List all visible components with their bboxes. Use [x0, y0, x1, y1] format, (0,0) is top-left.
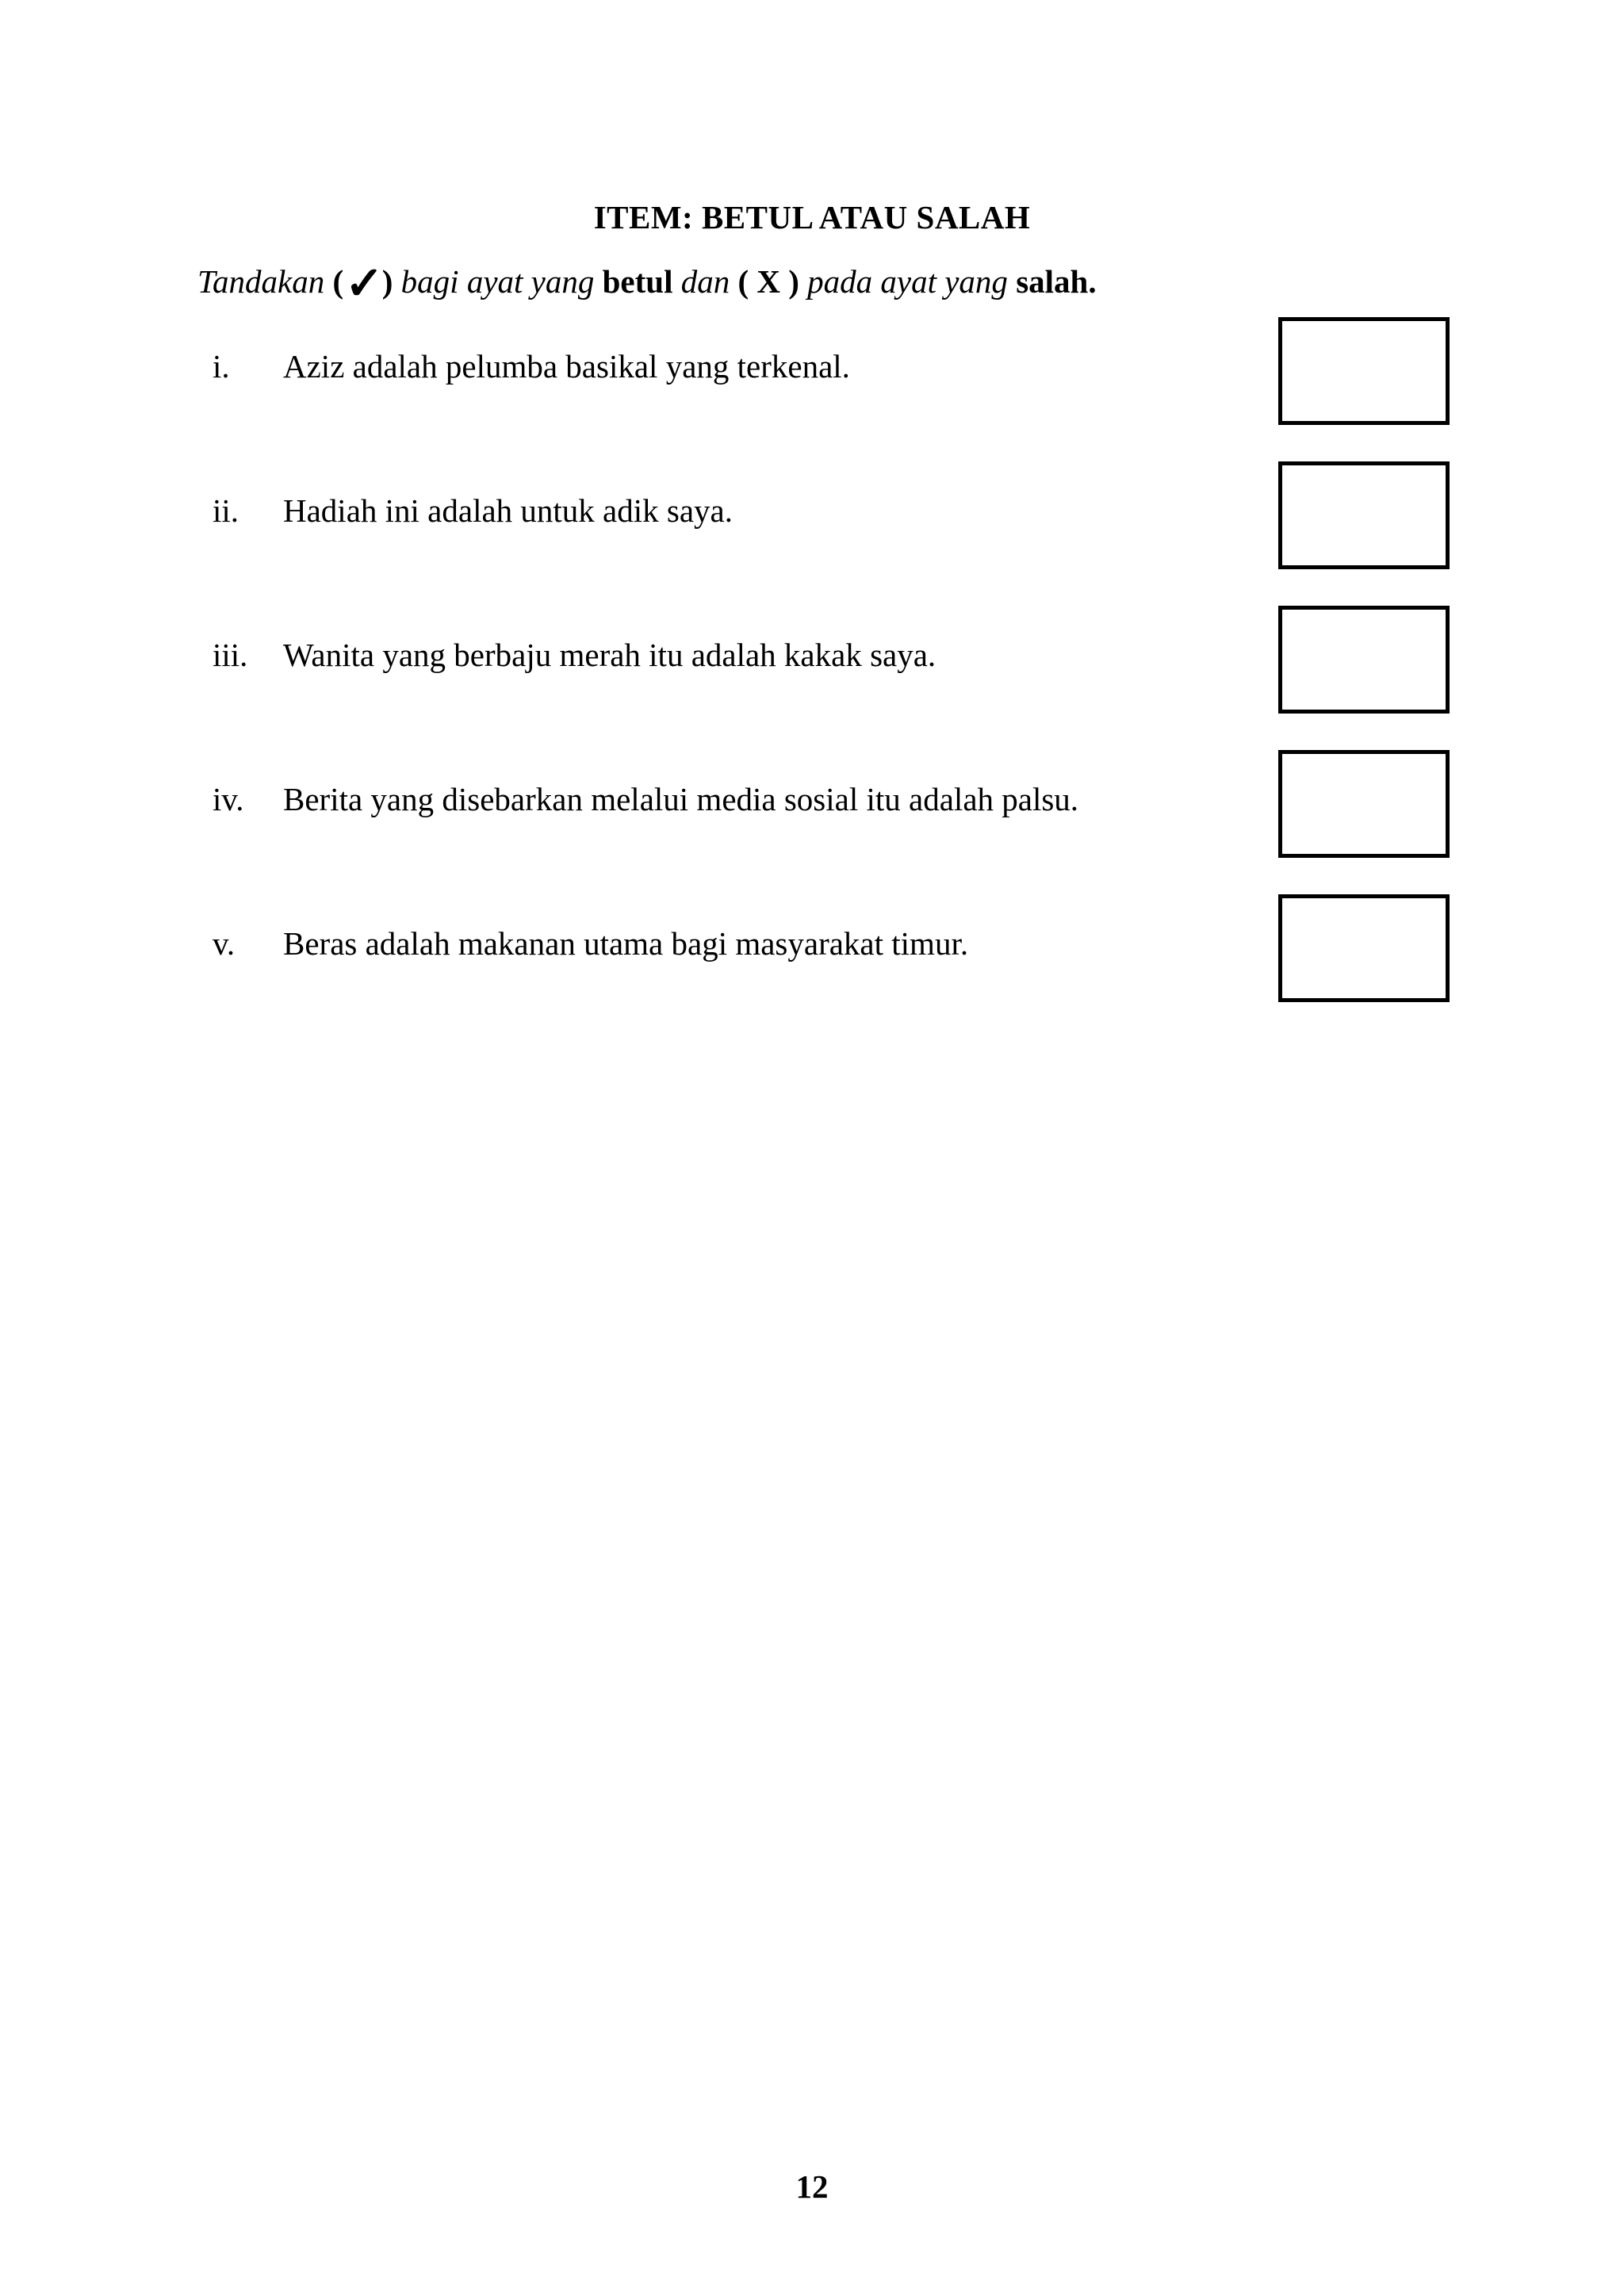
item-number: ii.: [213, 492, 239, 529]
item-statement: Beras adalah makanan utama bagi masyarakat timur.: [283, 925, 969, 962]
answer-box[interactable]: [1278, 461, 1450, 569]
instruction-text-2: bagi ayat yang: [400, 263, 595, 300]
item-statement: Berita yang disebarkan melalui media sosial itu adalah palsu.: [283, 781, 1079, 817]
answer-box[interactable]: [1278, 894, 1450, 1002]
item-statement: Wanita yang berbaju merah itu adalah kakak saya.: [283, 637, 936, 673]
question-item: [0, 317, 1624, 422]
instruction-text-1: Tandakan: [197, 263, 325, 300]
instruction-open-paren: (: [332, 263, 344, 300]
answer-box[interactable]: [1278, 317, 1450, 425]
question-item: [0, 461, 1624, 566]
question-item: [0, 894, 1624, 999]
page-number: 12: [795, 2168, 829, 2205]
answer-box[interactable]: [1278, 606, 1450, 714]
item-statement: Aziz adalah pelumba basikal yang terkenal.: [283, 348, 850, 385]
instruction-cross-symbol: ( X ): [737, 263, 799, 300]
item-number: v.: [213, 925, 236, 962]
item-number: iii.: [213, 637, 248, 673]
instruction-text-4: pada ayat yang: [807, 263, 1008, 300]
item-statement: Hadiah ini adalah untuk adik saya.: [283, 492, 733, 529]
instruction-line: [197, 258, 1097, 309]
check-mark-icon: ✓: [345, 258, 384, 309]
item-number: i.: [213, 348, 230, 385]
instruction-text-3: dan: [680, 263, 730, 300]
instruction-close-paren: ): [381, 263, 393, 300]
instruction-bold-betul: betul: [602, 263, 673, 300]
item-number: iv.: [213, 781, 244, 817]
answer-box[interactable]: [1278, 750, 1450, 858]
question-item: [0, 606, 1624, 710]
question-item: [0, 750, 1624, 855]
instruction-bold-salah: salah.: [1016, 263, 1097, 300]
page-title: ITEM: BETUL ATAU SALAH: [593, 199, 1031, 235]
